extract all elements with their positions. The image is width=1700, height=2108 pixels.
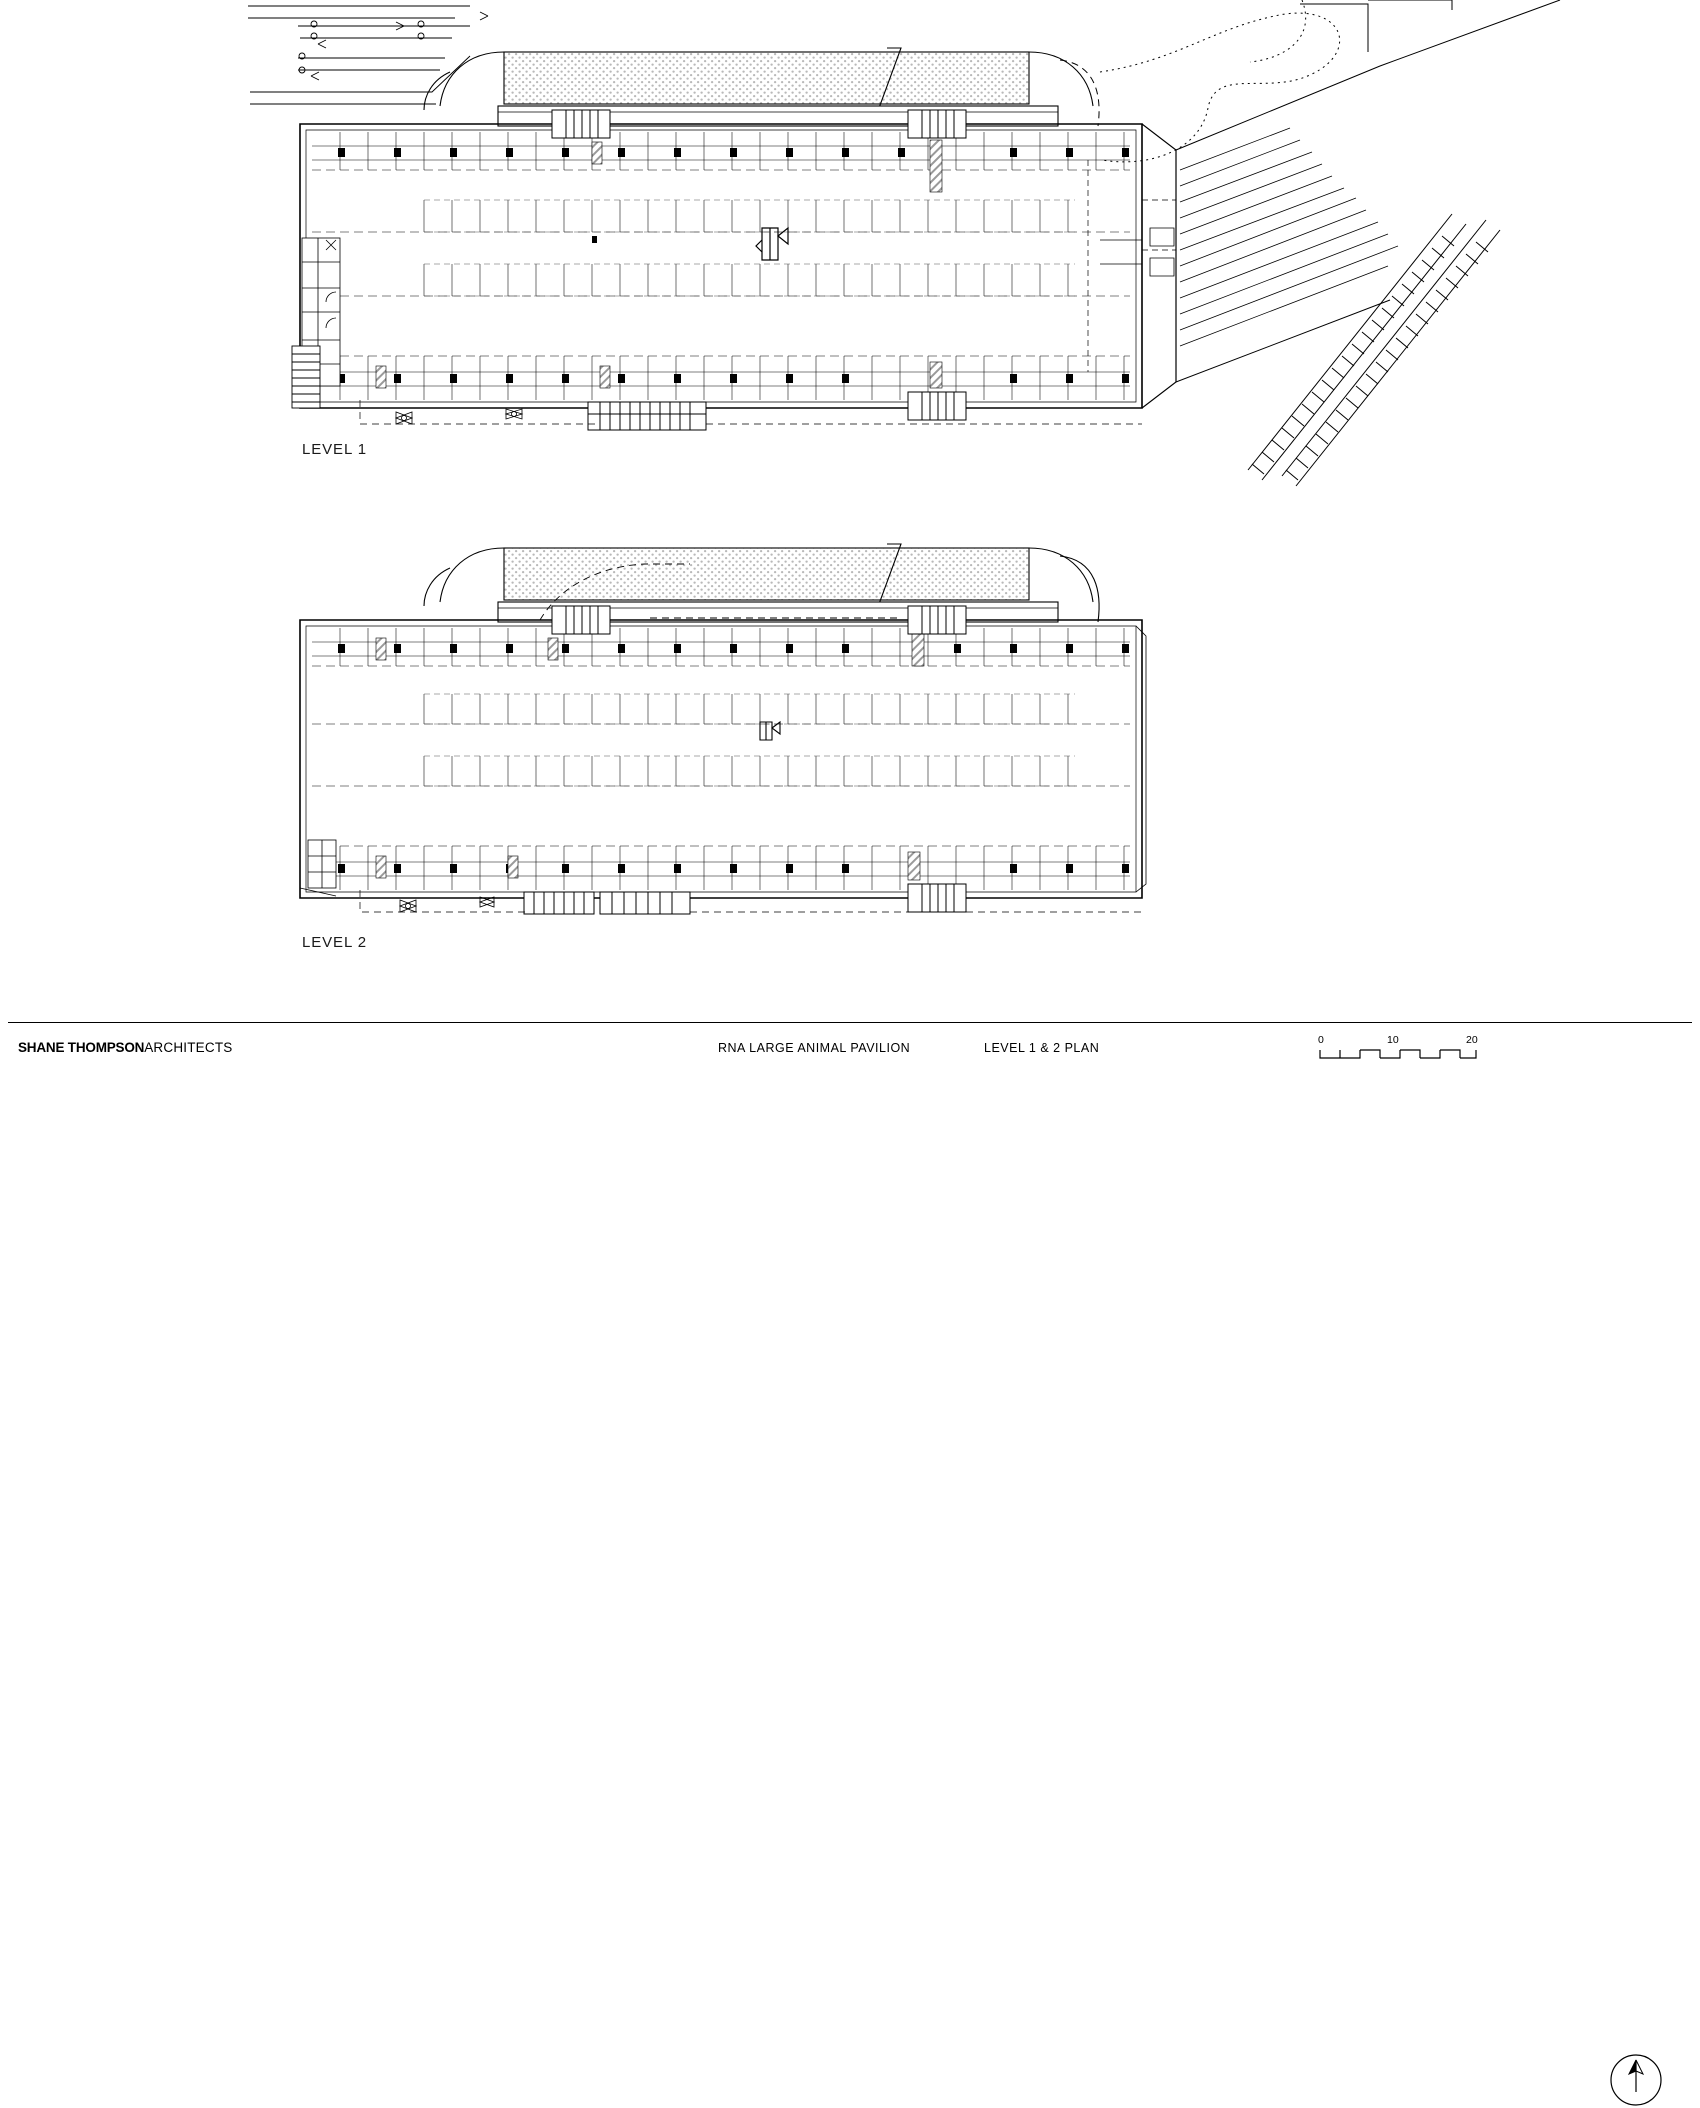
- stair-core-level2-c: [908, 884, 966, 912]
- firm-name-light: ARCHITECTS: [144, 1040, 233, 1055]
- centre-marker-level-1: [756, 228, 788, 260]
- title-block-rule: [8, 1022, 1692, 1023]
- scale-tick-20: 20: [1466, 1034, 1478, 1046]
- firm-name-bold: SHANE THOMPSON: [18, 1040, 145, 1055]
- column-grid-level-2: [338, 644, 1129, 873]
- project-title: RNA LARGE ANIMAL PAVILION: [718, 1041, 911, 1055]
- roof-canopy-hatch: [504, 52, 1029, 104]
- paving-hatch-right: [1180, 128, 1398, 346]
- level-1-label: LEVEL 1: [302, 441, 367, 458]
- stair-core-c: [908, 392, 966, 420]
- centre-marker-level-2: [760, 722, 780, 740]
- entry-stair-level-2: [524, 892, 690, 914]
- stair-core-level2-b: [908, 606, 966, 634]
- building-outline-level-1: [300, 124, 1142, 408]
- firm-logo: [18, 1040, 232, 1055]
- building-outline-level-2: [300, 620, 1142, 898]
- stair-core-a: [552, 110, 610, 138]
- roof-canopy-hatch-level-2: [504, 548, 1029, 600]
- rail-tracks: [1248, 214, 1500, 486]
- scale-tick-10: 10: [1387, 1034, 1399, 1046]
- scale-bar-graphic: [1318, 1048, 1483, 1068]
- gate-swing-symbols: [396, 409, 522, 424]
- hatched-walls-level-2: [376, 634, 924, 880]
- scale-tick-0: 0: [1318, 1034, 1324, 1046]
- title-block: [0, 1022, 1700, 1116]
- site-traffic-arrows: [298, 12, 488, 80]
- column-grid: [338, 148, 1129, 383]
- stair-core-b: [908, 110, 966, 138]
- scale-bar: [1318, 1034, 1483, 1070]
- level-2-plan: [300, 544, 1146, 914]
- exterior-stair-level-1: [292, 346, 320, 408]
- sheet-title: LEVEL 1 & 2 PLAN: [984, 1041, 1100, 1055]
- north-arrow-icon: [1608, 2052, 1664, 2108]
- entry-stair-level-1: [588, 402, 706, 430]
- level-2-label: LEVEL 2: [302, 934, 367, 951]
- service-block-level-2: [300, 840, 336, 896]
- stair-core-level2-a: [552, 606, 610, 634]
- level-1-plan: [248, 0, 1560, 486]
